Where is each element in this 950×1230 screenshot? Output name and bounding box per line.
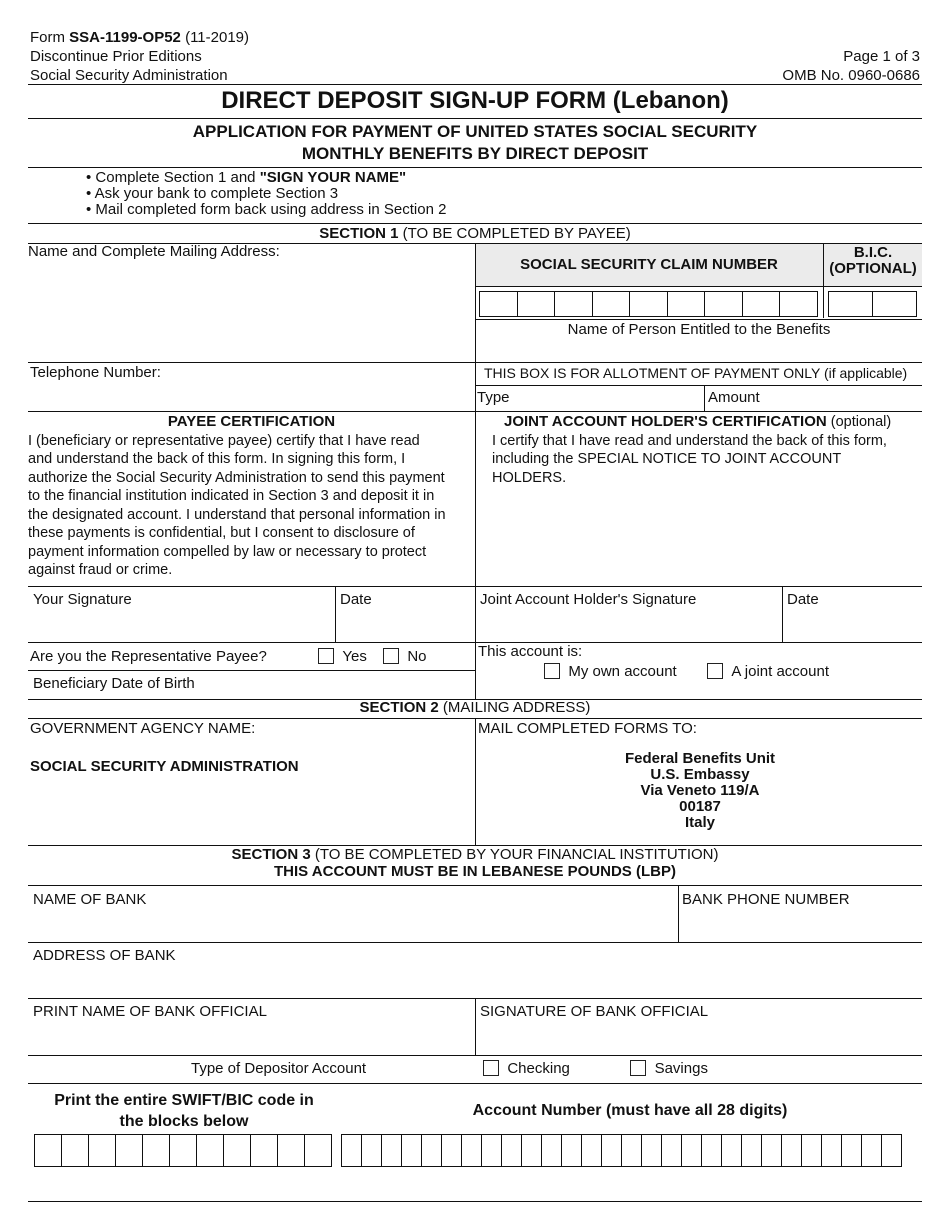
allotment-label: THIS BOX IS FOR ALLOTMENT OF PAYMENT ONLY (if applicable) [484, 365, 908, 381]
rep-payee-no-label: No [407, 648, 427, 665]
account-digit-box[interactable] [601, 1134, 622, 1167]
bank-address-field[interactable] [30, 968, 920, 996]
form-date: (11-2019) [180, 29, 249, 46]
form-prefix: Form [30, 29, 70, 46]
divider [28, 118, 922, 119]
form-title: DIRECT DEPOSIT SIGN-UP FORM (Lebanon) [221, 87, 729, 114]
allotment-amount-label: Amount [708, 389, 760, 406]
beneficiary-dob-label: Beneficiary Date of Birth [33, 675, 195, 692]
instruction-1: • Complete Section 1 and "SIGN YOUR NAME" [86, 169, 407, 186]
bank-name-field[interactable] [30, 912, 674, 940]
claim-digit-box[interactable] [517, 291, 556, 317]
swift-instruction: Print the entire SWIFT/BIC code in the blocks below [54, 1092, 314, 1130]
claim-number-boxes [480, 291, 818, 317]
account-digit-box[interactable] [701, 1134, 722, 1167]
account-digit-box[interactable] [361, 1134, 382, 1167]
swift-char-box[interactable] [277, 1134, 305, 1167]
claim-number-label: SOCIAL SECURITY CLAIM NUMBER [520, 256, 778, 273]
divider [28, 411, 922, 412]
section3-heading: SECTION 3 (TO BE COMPLETED BY YOUR FINANCIAL INSTITUTION) THIS ACCOUNT MUST BE IN LEBANESE POUNDS (LBP) [28, 846, 922, 880]
text-line: I certify that I have read and understand the back of this form, [492, 432, 887, 449]
subtitle-line-2: MONTHLY BENEFITS BY DIRECT DEPOSIT [301, 144, 649, 163]
account-digit-box[interactable] [521, 1134, 542, 1167]
text-line: against fraud or crime. [28, 562, 173, 578]
page-number: Page 1 of 3 [843, 48, 920, 65]
swift-char-box[interactable] [250, 1134, 278, 1167]
official-signature-field[interactable] [478, 1024, 920, 1052]
divider [678, 885, 679, 942]
claim-digit-box[interactable] [742, 291, 781, 317]
currency-note: THIS ACCOUNT MUST BE IN LEBANESE POUNDS (LBP) [274, 863, 676, 880]
depositor-type-label: Type of Depositor Account [191, 1060, 367, 1077]
allotment-type-label: Type [477, 389, 510, 406]
text-line: 00187 [679, 798, 721, 815]
swift-char-box[interactable] [115, 1134, 143, 1167]
depositor-type-options [483, 1060, 708, 1078]
swift-char-box[interactable] [34, 1134, 62, 1167]
form-number: SSA-1199-OP52 [69, 29, 181, 46]
payee-certification [28, 413, 475, 580]
account-digit-box[interactable] [501, 1134, 522, 1167]
divider [475, 998, 476, 1055]
form-header-left [30, 28, 249, 85]
joint-date-label: Date [787, 591, 819, 608]
official-signature-label: SIGNATURE OF BANK OFFICIAL [480, 1003, 709, 1020]
account-number-instruction: Account Number (must have all 28 digits) [472, 1102, 788, 1119]
swift-char-box[interactable] [88, 1134, 116, 1167]
text-line: Italy [684, 814, 715, 831]
text-line: and understand the back of this form. In signing this form, I [28, 451, 406, 467]
claim-digit-box[interactable] [779, 291, 818, 317]
bic-boxes [829, 291, 917, 317]
account-digit-box[interactable] [441, 1134, 462, 1167]
own-account-checkbox[interactable] [544, 663, 560, 679]
your-signature-label: Your Signature [33, 591, 132, 608]
joint-certification-heading: JOINT ACCOUNT HOLDER'S CERTIFICATION (optional) [504, 413, 892, 430]
joint-date-field[interactable] [785, 612, 920, 640]
divider [335, 586, 336, 642]
divider [28, 885, 922, 886]
gov-agency-name: SOCIAL SECURITY ADMINISTRATION [30, 758, 299, 775]
text-line: Federal Benefits Unit [624, 750, 776, 767]
account-digit-box[interactable] [341, 1134, 362, 1167]
name-address-label: Name and Complete Mailing Address: [28, 243, 280, 260]
account-digit-box[interactable] [401, 1134, 422, 1167]
entitled-person-label: Name of Person Entitled to the Benefits [567, 321, 831, 338]
account-digit-box[interactable] [621, 1134, 642, 1167]
swift-code-boxes [35, 1134, 332, 1167]
agency-name-header: Social Security Administration [30, 67, 228, 84]
divider [28, 223, 922, 224]
bank-phone-label: BANK PHONE NUMBER [682, 891, 850, 908]
signature-date-label: Date [340, 591, 372, 608]
account-digit-box[interactable] [741, 1134, 762, 1167]
own-account-label: My own account [568, 663, 677, 680]
bic-digit-box[interactable] [872, 291, 917, 317]
swift-char-box[interactable] [169, 1134, 197, 1167]
bank-address-label: ADDRESS OF BANK [33, 947, 176, 964]
text-line: U.S. Embassy [650, 766, 750, 783]
text-line: including the SPECIAL NOTICE TO JOINT ACCOUNT [492, 451, 842, 467]
swift-char-box[interactable] [223, 1134, 251, 1167]
joint-signature-label: Joint Account Holder's Signature [480, 591, 697, 608]
bank-name-label: NAME OF BANK [33, 891, 147, 908]
account-digit-box[interactable] [721, 1134, 742, 1167]
your-signature-field[interactable] [30, 612, 332, 640]
subtitle-line-1: APPLICATION FOR PAYMENT OF UNITED STATES SOCIAL SECURITY [192, 122, 758, 141]
gov-agency-label: GOVERNMENT AGENCY NAME: [30, 720, 256, 737]
form-id-line [30, 28, 249, 47]
account-number-boxes [342, 1134, 902, 1167]
text-line: these payments is confidential, but I consent to disclosure of [28, 525, 415, 541]
instruction-2: • Ask your bank to complete Section 3 [86, 185, 339, 202]
divider [28, 84, 922, 85]
divider [28, 942, 922, 943]
joint-signature-field[interactable] [478, 612, 780, 640]
section1-heading: SECTION 1 (TO BE COMPLETED BY PAYEE) [319, 225, 631, 242]
account-digit-box[interactable] [801, 1134, 822, 1167]
account-digit-box[interactable] [641, 1134, 662, 1167]
claim-digit-box[interactable] [479, 291, 518, 317]
text-line: Via Veneto 119/A [640, 782, 760, 799]
rep-payee-yes-checkbox[interactable] [318, 648, 334, 664]
divider [475, 286, 922, 287]
text-line: I (beneficiary or representative payee) certify that I have read [28, 432, 420, 449]
beneficiary-dob-field[interactable] [240, 673, 470, 697]
rep-payee-row [30, 648, 470, 666]
swift-char-box[interactable] [196, 1134, 224, 1167]
divider [28, 167, 922, 168]
account-digit-box[interactable] [421, 1134, 442, 1167]
divider [28, 1201, 922, 1202]
account-digit-box[interactable] [581, 1134, 602, 1167]
account-digit-box[interactable] [381, 1134, 402, 1167]
account-digit-box[interactable] [841, 1134, 862, 1167]
account-digit-box[interactable] [781, 1134, 802, 1167]
rep-payee-question: Are you the Representative Payee? [30, 648, 267, 665]
instructions [86, 170, 446, 218]
rep-payee-yes-label: Yes [342, 648, 367, 665]
text-line: authorize the Social Security Administration to send this payment [28, 469, 445, 486]
claim-digit-box[interactable] [667, 291, 706, 317]
checking-label: Checking [507, 1060, 570, 1077]
signature-date-field[interactable] [338, 612, 472, 640]
bic-digit-box[interactable] [828, 291, 873, 317]
checking-checkbox[interactable] [483, 1060, 499, 1076]
account-digit-box[interactable] [681, 1134, 702, 1167]
claim-digit-box[interactable] [592, 291, 631, 317]
form-header-right [782, 47, 920, 85]
joint-certification-text [492, 432, 922, 488]
telephone-field[interactable] [30, 384, 470, 410]
divider [28, 1083, 922, 1084]
form-subtitle [28, 121, 922, 165]
payee-certification-text [28, 432, 475, 580]
savings-label: Savings [654, 1060, 708, 1077]
payee-certification-title: PAYEE CERTIFICATION [167, 413, 336, 430]
account-digit-box[interactable] [661, 1134, 682, 1167]
allotment-type-field[interactable] [520, 387, 702, 409]
account-digit-box[interactable] [761, 1134, 782, 1167]
account-digit-box[interactable] [561, 1134, 582, 1167]
official-name-label: PRINT NAME OF BANK OFFICIAL [33, 1003, 267, 1020]
name-address-field[interactable] [29, 262, 473, 360]
text-line: to the financial institution indicated in Section 3 and deposit it in [28, 488, 435, 504]
instruction-3: • Mail completed form back using address in Section 2 [86, 201, 447, 218]
swift-char-box[interactable] [304, 1134, 332, 1167]
omb-number: OMB No. 0960-0686 [782, 67, 920, 84]
text-line: payment information compelled by law or necessary to protect [28, 543, 427, 560]
swift-char-box[interactable] [142, 1134, 170, 1167]
account-is-label: This account is: [478, 643, 583, 660]
account-type-options [544, 663, 829, 681]
account-digit-box[interactable] [461, 1134, 482, 1167]
text-line: HOLDERS. [492, 469, 567, 486]
joint-account-label: A joint account [731, 663, 829, 680]
section1-column-divider [475, 243, 476, 699]
rep-payee-no-checkbox[interactable] [383, 648, 399, 664]
mail-to-label: MAIL COMPLETED FORMS TO: [478, 720, 697, 737]
account-digit-box[interactable] [481, 1134, 502, 1167]
allotment-amount-field[interactable] [770, 387, 920, 409]
joint-certification [492, 413, 922, 487]
divider [28, 586, 922, 587]
divider [475, 385, 922, 386]
divider [28, 1055, 922, 1056]
divider [475, 319, 922, 320]
bank-phone-field[interactable] [681, 912, 921, 940]
claim-digit-box[interactable] [629, 291, 668, 317]
mailing-address [600, 751, 800, 831]
divider [704, 385, 705, 411]
bic-label: B.I.C. (OPTIONAL) [829, 244, 917, 277]
divider [28, 362, 922, 363]
entitled-person-field[interactable] [476, 340, 922, 362]
account-digit-box[interactable] [881, 1134, 902, 1167]
claim-digit-box[interactable] [554, 291, 593, 317]
claim-digit-box[interactable] [704, 291, 743, 317]
text-line: the designated account. I understand that personal information in [28, 506, 446, 523]
account-digit-box[interactable] [861, 1134, 882, 1167]
official-name-field[interactable] [30, 1024, 472, 1052]
swift-char-box[interactable] [61, 1134, 89, 1167]
joint-account-checkbox[interactable] [707, 663, 723, 679]
divider [28, 642, 922, 643]
account-digit-box[interactable] [821, 1134, 842, 1167]
telephone-label: Telephone Number: [30, 364, 161, 381]
savings-checkbox[interactable] [630, 1060, 646, 1076]
section2-column-divider [475, 718, 476, 845]
divider [782, 586, 783, 642]
divider [28, 670, 475, 671]
account-digit-box[interactable] [541, 1134, 562, 1167]
section2-heading: SECTION 2 (MAILING ADDRESS) [359, 699, 591, 716]
discontinue-note: Discontinue Prior Editions [30, 48, 202, 65]
